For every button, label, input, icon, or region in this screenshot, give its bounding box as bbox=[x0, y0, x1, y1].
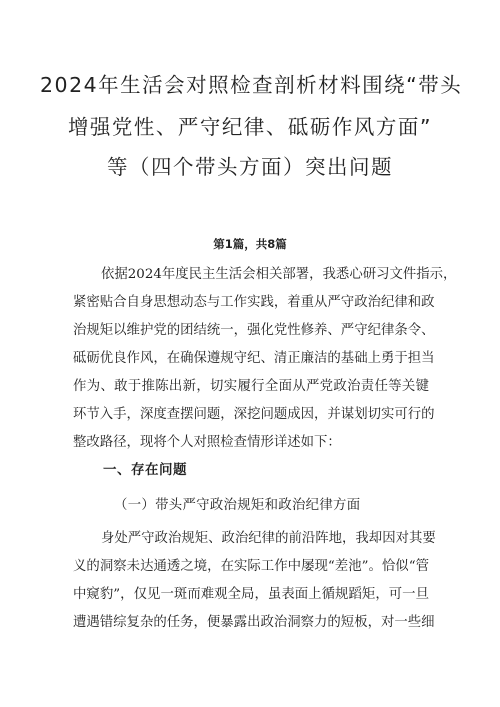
intro-line-1: 依据2024年度民主生活会相关部署，我悉心研习文件指示， bbox=[101, 267, 457, 282]
body-line-1: 身处严守政治规矩、政治纪律的前沿阵地，我却因对其要 bbox=[101, 531, 436, 546]
subsection-heading: （一）带头严守政治规矩和政治纪律方面 bbox=[114, 498, 361, 513]
document-title-line-2: 增强党性、严守纪律、砥砺作风方面” bbox=[67, 115, 433, 139]
intro-line-2: 紧密贴合自身思想动态与工作实践，着重从严守政治纪律和政 bbox=[73, 295, 435, 310]
document-title-line-3: 等（四个带头方面）突出问题 bbox=[107, 155, 393, 179]
intro-line-7: 整改路径，现将个人对照检查情形详述如下： bbox=[73, 435, 341, 450]
intro-line-6: 环节入手，深度查摆问题，深挖问题成因，并谋划切实可行的 bbox=[73, 407, 435, 422]
intro-line-5: 作为、敢于推陈出新，切实履行全面从严党政治责任等关键 bbox=[73, 379, 429, 394]
intro-line-3: 治规矩以维护党的团结统一，强化党性修养、严守纪律条令、 bbox=[73, 323, 435, 338]
document-title-line-1: 2024年生活会对照检查剖析材料围绕“带头 bbox=[40, 73, 463, 97]
section-heading: 一、存在问题 bbox=[103, 462, 187, 478]
body-line-4: 遭遇错综复杂的任务，便暴露出政治洞察力的短板，对一些细 bbox=[73, 615, 435, 630]
intro-line-4: 砥砺优良作风，在确保遵规守纪、清正廉洁的基础上勇于担当 bbox=[73, 351, 435, 366]
body-line-3: 中窥豹”，仅见一斑而难观全局，虽表面上循规蹈矩，可一旦 bbox=[73, 587, 429, 602]
document-subtitle: 第1篇，共8篇 bbox=[213, 237, 287, 251]
body-line-2: 义的洞察未达通透之境，在实际工作中屡现“差池”。恰似“管 bbox=[73, 559, 429, 574]
